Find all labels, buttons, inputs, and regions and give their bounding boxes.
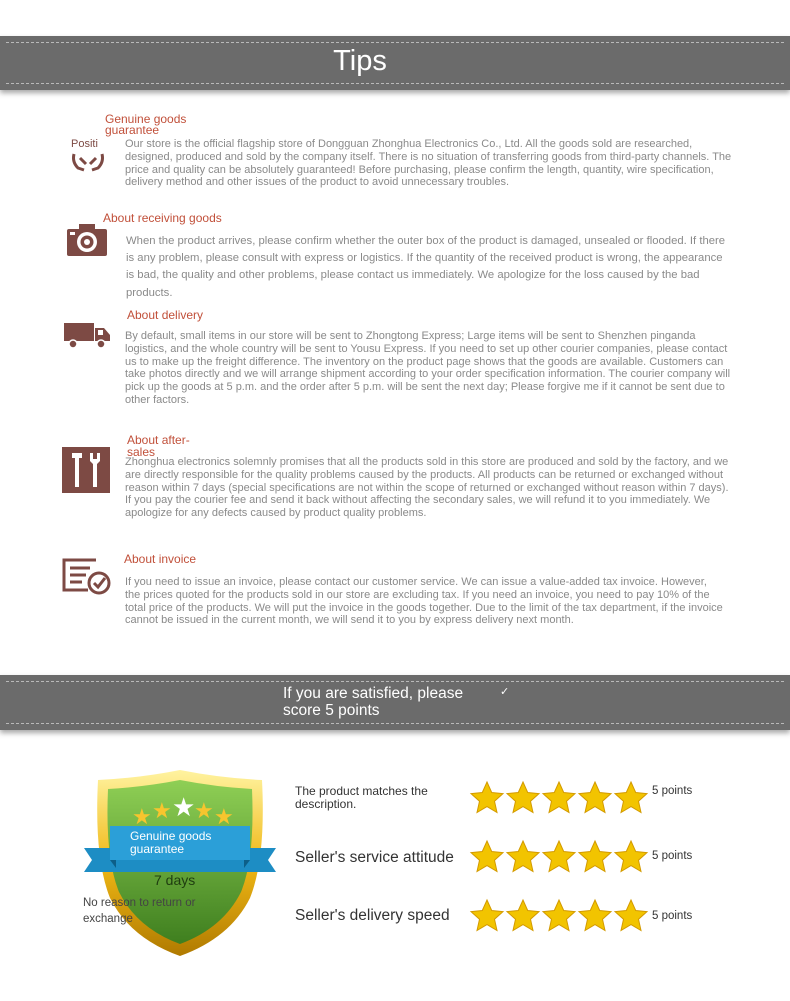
handshake-icon-text: Positi <box>71 138 98 150</box>
star-icon[interactable] <box>614 899 648 933</box>
camera-icon <box>66 223 108 257</box>
tools-icon <box>62 447 110 493</box>
section-title-receiving: About receiving goods <box>103 211 222 225</box>
star-icon[interactable] <box>614 840 648 874</box>
section-title-invoice: About invoice <box>124 552 197 566</box>
rating-label-description: The product matches the description. <box>295 784 428 811</box>
badge-note: No reason to return or exchange <box>83 897 196 925</box>
star-icon[interactable] <box>470 840 504 874</box>
badge-ribbon-text: Genuine goods guarantee <box>130 829 212 856</box>
rating-points-delivery: 5 points <box>652 910 693 922</box>
badge-days: 7 days <box>154 872 196 888</box>
star-icon[interactable] <box>542 781 576 815</box>
tips-banner <box>0 36 790 90</box>
star-icon[interactable] <box>506 899 540 933</box>
rating-points-service: 5 points <box>652 850 693 862</box>
invoice-check-icon <box>62 556 112 596</box>
badge-star: ★ <box>172 792 196 822</box>
section-title-delivery: About delivery <box>127 308 204 322</box>
truck-icon <box>63 321 111 349</box>
rating-label-service: Seller's service attitude <box>295 849 454 866</box>
star-icon[interactable] <box>542 899 576 933</box>
star-icon[interactable] <box>542 840 576 874</box>
star-icon[interactable] <box>470 781 504 815</box>
handshake-icon <box>66 132 110 174</box>
section-body-genuine: Our store is the official flagship store of Dongguan Zhonghua Electronics Co., Ltd. All the goods sold are researched, designed, produced and sold by the company itself. There is no situation of transferring goods from third-party channels. The price and quality can be absolutely guaranteed! Before purchasing, please confirm the length, quantity, wire specification, delivery method and other issues of the product to avoid unnecessary troubles. <box>125 138 732 189</box>
guarantee-shield-badge <box>80 768 280 958</box>
section-body-delivery: By default, small items in our store will be sent to Zhongtong Express; Large items will be sent to Shenzhen pinganda logistics, and the whole country will be sent to Yousu Express. If you need to set up other courier companies, please contact us to make up the freight difference. The inventory on the product page shows that the goods are available. Customers can take photos directly and we will arrange shipment according to your order specification information. The courier company will pick up the goods at 5 p.m. and the order after 5 p.m. will be sent the next day; Please forgive me if it cannot be sent due to other factors. <box>125 330 731 406</box>
score-banner <box>0 675 790 730</box>
rating-points-description: 5 points <box>652 785 693 797</box>
section-body-aftersales: Zhonghua electronics solemnly promises that all the products sold in this store are produced and sold by the factory, and we are directly responsible for the quality problems caused by the products. All products can be returned or exchanged without reason within 7 days (special specifications are not within the scope of returned or exchanged without reason within 7 days). If you pay the courier fee and send it back without affecting the secondary sales, we will refund it to you immediately. We apologize for any defects caused by product quality problems. <box>125 456 729 520</box>
tips-title: Tips <box>333 45 387 77</box>
star-icon[interactable] <box>578 899 612 933</box>
star-icon[interactable] <box>470 899 504 933</box>
score-check-mark: ✓ <box>500 686 510 698</box>
score-title: If you are satisfied, please score 5 points <box>283 685 464 719</box>
section-body-receiving: When the product arrives, please confirm whether the outer box of the product is damaged, unsealed or flooded. If there is any problem, please consult with express or logistics. If the quantity of the received product is wrong, the appearance is bad, the quality and other problems, please contact us immediately. We apologize for the loss caused by the bad products. <box>126 235 726 299</box>
section-title-genuine: Genuine goods guarantee <box>105 112 187 137</box>
star-icon[interactable] <box>506 840 540 874</box>
badge-star: ★ <box>194 798 214 823</box>
star-icon[interactable] <box>578 840 612 874</box>
badge-star: ★ <box>214 804 234 829</box>
rating-label-delivery: Seller's delivery speed <box>295 907 450 924</box>
star-icon[interactable] <box>506 781 540 815</box>
star-icon[interactable] <box>614 781 648 815</box>
star-icon[interactable] <box>578 781 612 815</box>
section-body-invoice: If you need to issue an invoice, please contact our customer service. We can issue a value-added tax invoice. However, the prices quoted for the products sold in our store are excluding tax. If you need an invoice, you need to pay 10% of the total price of the products. We will put the invoice in the goods together. Due to the limit of the tax department, if the invoice cannot be issued in the current month, we will send it to you by express delivery next month. <box>125 576 723 627</box>
section-title-aftersales: About after-sales <box>127 433 190 459</box>
badge-star: ★ <box>152 798 172 823</box>
badge-star: ★ <box>132 804 152 829</box>
